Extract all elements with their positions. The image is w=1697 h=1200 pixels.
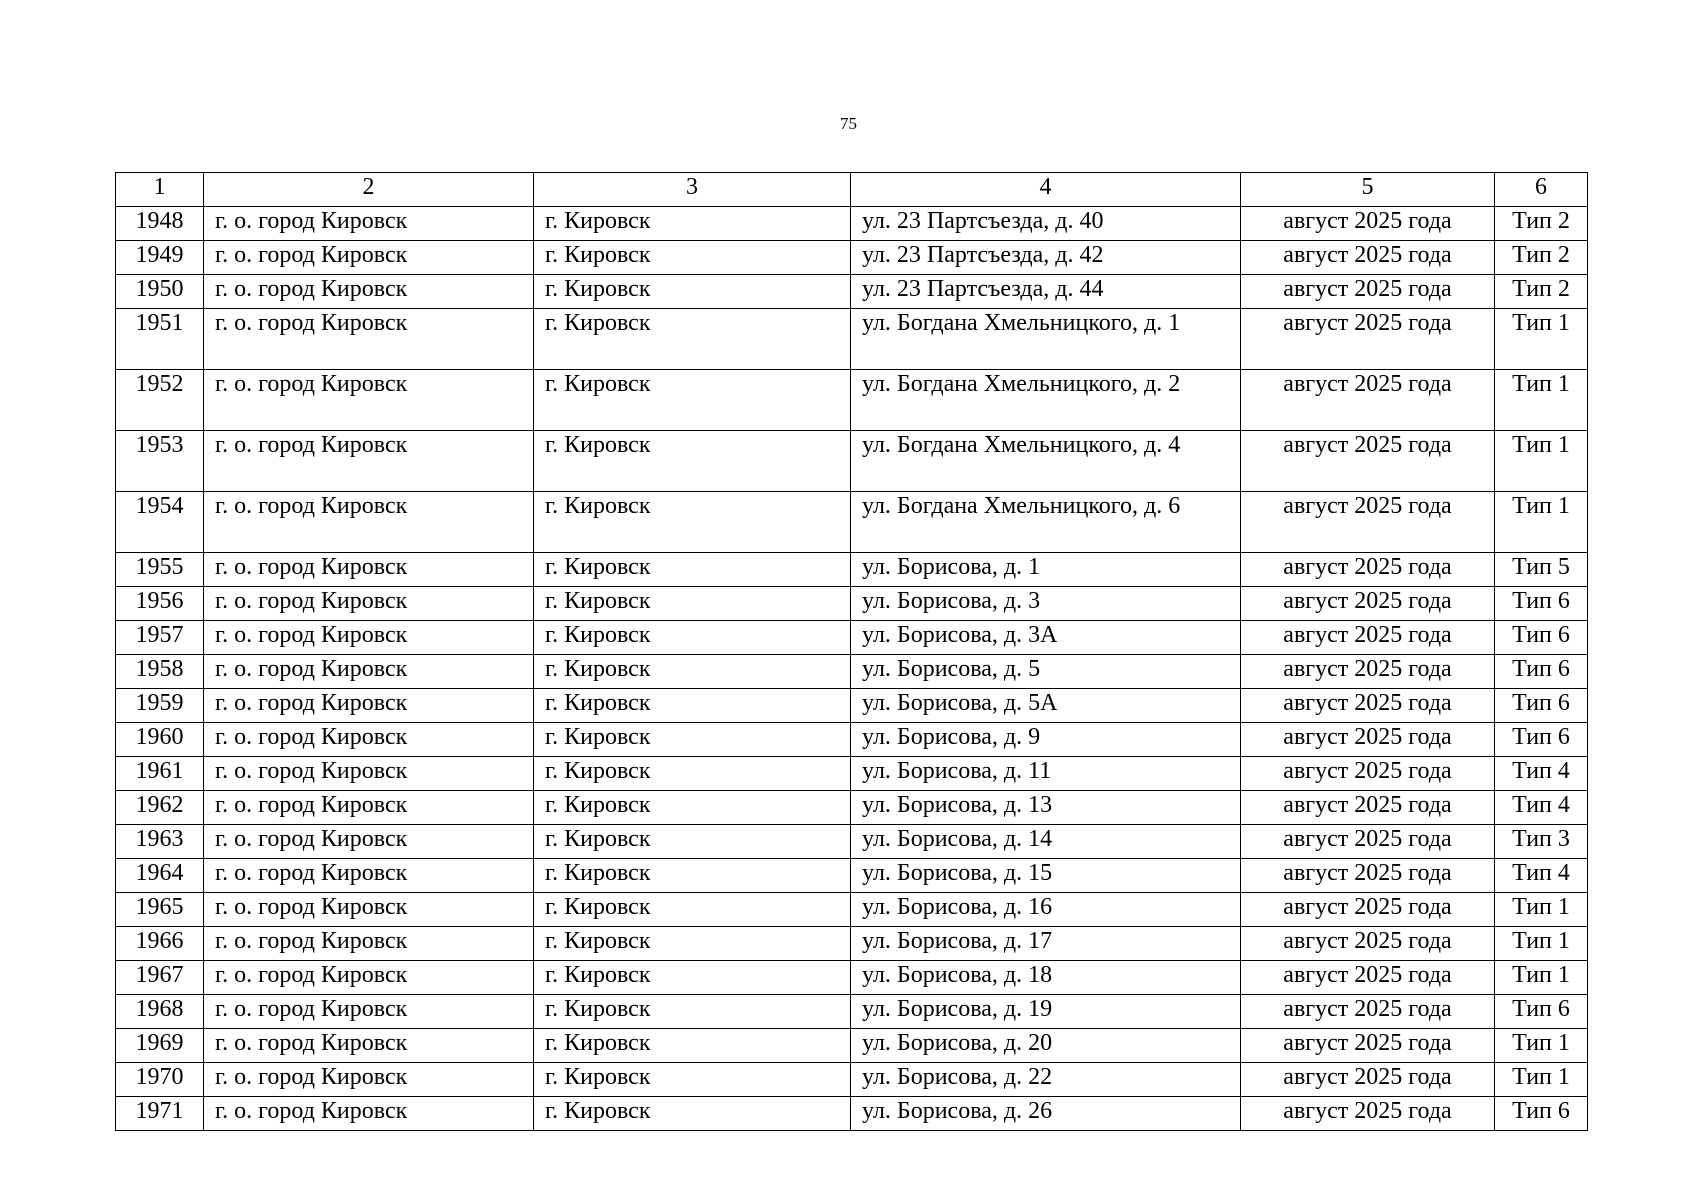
row-number: 1955 xyxy=(116,553,204,587)
town-cell: г. Кировск xyxy=(534,275,851,309)
address-cell: ул. Борисова, д. 3 xyxy=(851,587,1241,621)
district-cell: г. о. город Кировск xyxy=(204,431,534,492)
row-number: 1949 xyxy=(116,241,204,275)
type-cell: Тип 1 xyxy=(1495,309,1588,370)
row-number: 1962 xyxy=(116,791,204,825)
row-number: 1953 xyxy=(116,431,204,492)
date-cell: август 2025 года xyxy=(1241,791,1495,825)
district-cell: г. о. город Кировск xyxy=(204,275,534,309)
date-cell: август 2025 года xyxy=(1241,309,1495,370)
town-cell: г. Кировск xyxy=(534,587,851,621)
table-row xyxy=(116,1097,1588,1131)
address-cell: ул. Борисова, д. 1 xyxy=(851,553,1241,587)
row-number: 1967 xyxy=(116,961,204,995)
type-cell: Тип 6 xyxy=(1495,621,1588,655)
address-cell: ул. Борисова, д. 5 xyxy=(851,655,1241,689)
type-cell: Тип 1 xyxy=(1495,492,1588,553)
row-number: 1954 xyxy=(116,492,204,553)
table-row xyxy=(116,723,1588,757)
date-cell: август 2025 года xyxy=(1241,757,1495,791)
table-row xyxy=(116,1029,1588,1063)
type-cell: Тип 2 xyxy=(1495,275,1588,309)
row-number: 1970 xyxy=(116,1063,204,1097)
date-cell: август 2025 года xyxy=(1241,927,1495,961)
row-number: 1951 xyxy=(116,309,204,370)
table-row xyxy=(116,689,1588,723)
row-number: 1971 xyxy=(116,1097,204,1131)
type-cell: Тип 5 xyxy=(1495,553,1588,587)
type-cell: Тип 6 xyxy=(1495,723,1588,757)
town-cell: г. Кировск xyxy=(534,723,851,757)
column-header-5: 5 xyxy=(1241,173,1495,207)
district-cell: г. о. город Кировск xyxy=(204,689,534,723)
date-cell: август 2025 года xyxy=(1241,859,1495,893)
town-cell: г. Кировск xyxy=(534,621,851,655)
table-row xyxy=(116,825,1588,859)
table-row xyxy=(116,655,1588,689)
town-cell: г. Кировск xyxy=(534,655,851,689)
town-cell: г. Кировск xyxy=(534,207,851,241)
date-cell: август 2025 года xyxy=(1241,1097,1495,1131)
page-number: 75 xyxy=(840,114,857,133)
type-cell: Тип 6 xyxy=(1495,587,1588,621)
table-row xyxy=(116,859,1588,893)
district-cell: г. о. город Кировск xyxy=(204,309,534,370)
district-cell: г. о. город Кировск xyxy=(204,995,534,1029)
row-number: 1957 xyxy=(116,621,204,655)
row-number: 1952 xyxy=(116,370,204,431)
address-cell: ул. Борисова, д. 14 xyxy=(851,825,1241,859)
district-cell: г. о. город Кировск xyxy=(204,553,534,587)
address-cell: ул. Богдана Хмельницкого, д. 1 xyxy=(851,309,1241,370)
table-row xyxy=(116,995,1588,1029)
row-number: 1950 xyxy=(116,275,204,309)
town-cell: г. Кировск xyxy=(534,689,851,723)
type-cell: Тип 2 xyxy=(1495,207,1588,241)
district-cell: г. о. город Кировск xyxy=(204,723,534,757)
row-number: 1961 xyxy=(116,757,204,791)
address-cell: ул. Борисова, д. 13 xyxy=(851,791,1241,825)
date-cell: август 2025 года xyxy=(1241,961,1495,995)
town-cell: г. Кировск xyxy=(534,370,851,431)
address-cell: ул. Борисова, д. 15 xyxy=(851,859,1241,893)
town-cell: г. Кировск xyxy=(534,995,851,1029)
town-cell: г. Кировск xyxy=(534,241,851,275)
date-cell: август 2025 года xyxy=(1241,723,1495,757)
district-cell: г. о. город Кировск xyxy=(204,859,534,893)
district-cell: г. о. город Кировск xyxy=(204,825,534,859)
district-cell: г. о. город Кировск xyxy=(204,241,534,275)
column-header-6: 6 xyxy=(1495,173,1588,207)
address-cell: ул. Борисова, д. 16 xyxy=(851,893,1241,927)
type-cell: Тип 4 xyxy=(1495,791,1588,825)
date-cell: август 2025 года xyxy=(1241,1029,1495,1063)
date-cell: август 2025 года xyxy=(1241,995,1495,1029)
district-cell: г. о. город Кировск xyxy=(204,791,534,825)
address-cell: ул. Борисова, д. 18 xyxy=(851,961,1241,995)
column-header-4: 4 xyxy=(851,173,1241,207)
table-header xyxy=(116,173,1588,207)
type-cell: Тип 1 xyxy=(1495,1029,1588,1063)
table-row xyxy=(116,961,1588,995)
town-cell: г. Кировск xyxy=(534,1063,851,1097)
district-cell: г. о. город Кировск xyxy=(204,587,534,621)
town-cell: г. Кировск xyxy=(534,553,851,587)
table-row xyxy=(116,370,1588,431)
row-number: 1968 xyxy=(116,995,204,1029)
town-cell: г. Кировск xyxy=(534,961,851,995)
header-row xyxy=(116,173,1588,207)
address-cell: ул. 23 Партсъезда, д. 42 xyxy=(851,241,1241,275)
address-cell: ул. Борисова, д. 9 xyxy=(851,723,1241,757)
district-cell: г. о. город Кировск xyxy=(204,927,534,961)
row-number: 1948 xyxy=(116,207,204,241)
date-cell: август 2025 года xyxy=(1241,621,1495,655)
date-cell: август 2025 года xyxy=(1241,587,1495,621)
row-number: 1959 xyxy=(116,689,204,723)
table-row xyxy=(116,621,1588,655)
address-cell: ул. Борисова, д. 22 xyxy=(851,1063,1241,1097)
type-cell: Тип 3 xyxy=(1495,825,1588,859)
address-cell: ул. Борисова, д. 3А xyxy=(851,621,1241,655)
date-cell: август 2025 года xyxy=(1241,553,1495,587)
date-cell: август 2025 года xyxy=(1241,492,1495,553)
address-cell: ул. Борисова, д. 11 xyxy=(851,757,1241,791)
table-row xyxy=(116,492,1588,553)
town-cell: г. Кировск xyxy=(534,757,851,791)
type-cell: Тип 4 xyxy=(1495,859,1588,893)
table-row xyxy=(116,207,1588,241)
date-cell: август 2025 года xyxy=(1241,655,1495,689)
type-cell: Тип 6 xyxy=(1495,689,1588,723)
table-row xyxy=(116,1063,1588,1097)
district-cell: г. о. город Кировск xyxy=(204,207,534,241)
type-cell: Тип 1 xyxy=(1495,1063,1588,1097)
address-cell: ул. Богдана Хмельницкого, д. 2 xyxy=(851,370,1241,431)
town-cell: г. Кировск xyxy=(534,859,851,893)
town-cell: г. Кировск xyxy=(534,791,851,825)
type-cell: Тип 1 xyxy=(1495,961,1588,995)
district-cell: г. о. город Кировск xyxy=(204,492,534,553)
date-cell: август 2025 года xyxy=(1241,241,1495,275)
address-cell: ул. Борисова, д. 17 xyxy=(851,927,1241,961)
table-row xyxy=(116,309,1588,370)
type-cell: Тип 1 xyxy=(1495,431,1588,492)
date-cell: август 2025 года xyxy=(1241,1063,1495,1097)
address-cell: ул. Богдана Хмельницкого, д. 6 xyxy=(851,492,1241,553)
town-cell: г. Кировск xyxy=(534,309,851,370)
district-cell: г. о. город Кировск xyxy=(204,621,534,655)
address-cell: ул. 23 Партсъезда, д. 40 xyxy=(851,207,1241,241)
table-row xyxy=(116,927,1588,961)
address-cell: ул. Борисова, д. 20 xyxy=(851,1029,1241,1063)
town-cell: г. Кировск xyxy=(534,492,851,553)
type-cell: Тип 1 xyxy=(1495,927,1588,961)
address-cell: ул. Борисова, д. 26 xyxy=(851,1097,1241,1131)
date-cell: август 2025 года xyxy=(1241,207,1495,241)
date-cell: август 2025 года xyxy=(1241,825,1495,859)
table-row xyxy=(116,553,1588,587)
table-row xyxy=(116,893,1588,927)
table-row xyxy=(116,275,1588,309)
town-cell: г. Кировск xyxy=(534,1097,851,1131)
row-number: 1960 xyxy=(116,723,204,757)
district-cell: г. о. город Кировск xyxy=(204,893,534,927)
table-row xyxy=(116,757,1588,791)
town-cell: г. Кировск xyxy=(534,431,851,492)
row-number: 1965 xyxy=(116,893,204,927)
district-cell: г. о. город Кировск xyxy=(204,961,534,995)
address-cell: ул. Борисова, д. 19 xyxy=(851,995,1241,1029)
district-cell: г. о. город Кировск xyxy=(204,1097,534,1131)
table-row xyxy=(116,791,1588,825)
row-number: 1966 xyxy=(116,927,204,961)
type-cell: Тип 6 xyxy=(1495,655,1588,689)
table-row xyxy=(116,587,1588,621)
type-cell: Тип 6 xyxy=(1495,995,1588,1029)
column-header-2: 2 xyxy=(204,173,534,207)
town-cell: г. Кировск xyxy=(534,893,851,927)
district-cell: г. о. город Кировск xyxy=(204,757,534,791)
address-cell: ул. Борисова, д. 5А xyxy=(851,689,1241,723)
row-number: 1964 xyxy=(116,859,204,893)
column-header-3: 3 xyxy=(534,173,851,207)
column-header-1: 1 xyxy=(116,173,204,207)
town-cell: г. Кировск xyxy=(534,927,851,961)
date-cell: август 2025 года xyxy=(1241,689,1495,723)
type-cell: Тип 2 xyxy=(1495,241,1588,275)
town-cell: г. Кировск xyxy=(534,1029,851,1063)
row-number: 1963 xyxy=(116,825,204,859)
town-cell: г. Кировск xyxy=(534,825,851,859)
type-cell: Тип 4 xyxy=(1495,757,1588,791)
address-cell: ул. 23 Партсъезда, д. 44 xyxy=(851,275,1241,309)
type-cell: Тип 6 xyxy=(1495,1097,1588,1131)
table-row xyxy=(116,241,1588,275)
type-cell: Тип 1 xyxy=(1495,893,1588,927)
date-cell: август 2025 года xyxy=(1241,370,1495,431)
row-number: 1956 xyxy=(116,587,204,621)
district-cell: г. о. город Кировск xyxy=(204,655,534,689)
type-cell: Тип 1 xyxy=(1495,370,1588,431)
date-cell: август 2025 года xyxy=(1241,431,1495,492)
register-table xyxy=(115,172,1588,1131)
district-cell: г. о. город Кировск xyxy=(204,1063,534,1097)
row-number: 1958 xyxy=(116,655,204,689)
date-cell: август 2025 года xyxy=(1241,275,1495,309)
table-body xyxy=(116,207,1588,1131)
district-cell: г. о. город Кировск xyxy=(204,370,534,431)
district-cell: г. о. город Кировск xyxy=(204,1029,534,1063)
address-cell: ул. Богдана Хмельницкого, д. 4 xyxy=(851,431,1241,492)
row-number: 1969 xyxy=(116,1029,204,1063)
date-cell: август 2025 года xyxy=(1241,893,1495,927)
table-row xyxy=(116,431,1588,492)
